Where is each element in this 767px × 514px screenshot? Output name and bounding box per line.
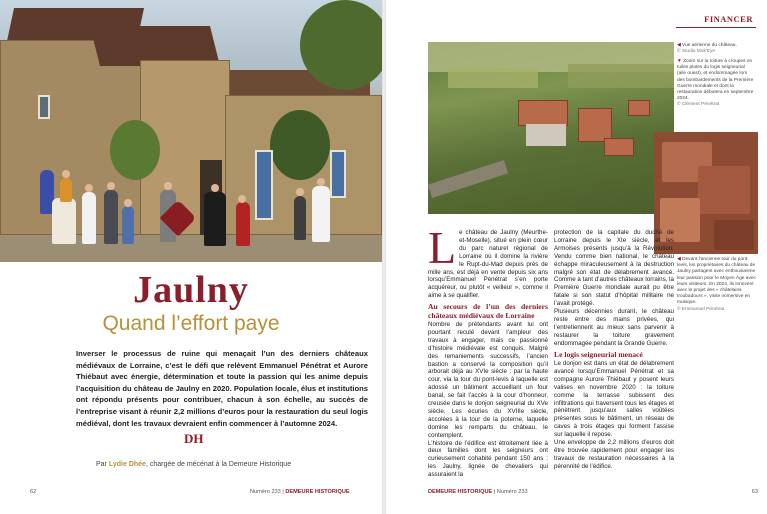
col1-paragraph-2: Nombre de prétendants avant lui ont pourtant reculé devant l’ampleur des travaux à engager, mais ce passionné d’histoire médiévale est conquis. Malgré des remaniements successifs, l’ancien bastion a conservé la composition qu’il arborait déjà au XVIe siècle : par la haute cour, via la tour du pont-levis à laquelle est adossé un bâtiment accueillant un four banal, se fait l’accès à la cour d’honneur, creusée dans le donjon seigneurial du XVe siècle. Les écuries du XVIIIe siècle, accolées à la tour de la poterne, laquelle domine les remparts du château, le contemplent.: [428, 320, 548, 439]
col1-paragraph-3: L’histoire de l’édifice est étroitement liée à deux familles dont les seigneurs ont curieusement cohabité pendant 150 ans : les Jaulny, lignée de chevaliers qui assuraient la: [428, 439, 548, 479]
col1-paragraph-1: e château de Jaulny (Meurthe-et-Moselle), situé en plein cœur du parc naturel régional de Lorraine où il domine la rivière le Rupt-du-Mad depuis près de mille ans, est déjà en vente depuis six ans lorsqu’Emmanuel Pénétrat s’en porte acquéreur, ou plutôt « veilleur », comme il aime à se qualifier.: [428, 229, 548, 300]
subheading-1: Au secours de l’un des derniers châteaux médiévaux de Lorraine: [428, 302, 548, 320]
caption-aerial-text: Vue aérienne du château.: [682, 43, 737, 48]
article-column-2: [554, 229, 674, 471]
section-rule: [676, 27, 756, 28]
page-number-left: 62: [30, 489, 37, 495]
caption-aerial-credit: © Studio Mok'Eye: [677, 49, 716, 55]
castle-courtyard-photo: [0, 0, 382, 262]
caption-zoom-text: Zoom sur la toiture à croupes en tuiles plates du logis seigneurial (aile ouest), et endommagée lors des bombardements de la Première Guerre mondiale et dont la restauration débutera en septembre 2024.: [677, 59, 754, 102]
issue-right: | Numéro 233: [493, 489, 528, 495]
caption-bridge-credit: © Emmanuel Pénétrat: [677, 306, 725, 312]
article-intro: Inverser le processus de ruine qui menaçait l’un des derniers châteaux médiévaux de Lorraine, c’est le défi que relèvent Emmanuel Pénétrat et Aurore Thiébaut avec énergie, détermination et toute la passion qui les anime depuis l’acquisition du château de Jaulny en 2020. Population locale, élus et institutions ont répondu présents pour contribuer, chacun à son échelle, au succès de l’entreprise visant à réunir 2,2 millions d’euros pour la restauration du seul logis médiéval, dont les travaux devraient enfin commencer à l’automne 2024.: [76, 349, 368, 428]
brand-right: DEMEURE HISTORIQUE: [428, 489, 493, 495]
author-name: Lydie Dhée: [108, 461, 146, 468]
col2-paragraph-2: Plusieurs décennies durant, le château reste entre des mains privées, qui l’entretiennent au mieux sans parvenir à restaurer la toiture gravement endommagée pendant la Grande Guerre.: [554, 308, 674, 347]
section-header: FINANCER: [704, 14, 753, 24]
subheading-2: Le logis seigneurial menacé: [554, 349, 643, 359]
caption-zoom: ▼ Zoom sur la toiture à croupes en tuiles plates du logis seigneurial (aile ouest), et endommagée lors des bombardements de la Première Guerre mondiale et dont la restauration débutera en septembre 2024. © Clément Pénétrat: [677, 59, 754, 108]
byline-prefix: Par: [96, 461, 107, 468]
left-page: [0, 0, 382, 514]
brand-left: DEMEURE HISTORIQUE: [285, 489, 350, 495]
caption-aerial: ◀ Vue aérienne du château. © Studio Mok'Eye: [677, 43, 737, 55]
article-column-1: [428, 222, 548, 479]
issue-left: Numéro 233 |: [250, 489, 284, 495]
caption-bridge-text: Devant l’ancienne tour du pont-levis, les propriétaires du château de Jaulny partagent avec enthousiasme leur passion pour le Moyen Âge avec leurs visiteurs. En 2024, ils innovent avec le projet des « châtelains troubadours », visite immersive en musique.: [677, 257, 756, 306]
col2-paragraph-1: protection de la capitale du duché de Lorraine depuis le XIe siècle, et les Armoises présents jusqu’à la Révolution. Vendu comme bien national, le château échappe miraculeusement à la destruction malgré son état de délabrement avancé. Comme à tant d’autres châteaux lorrains, la Première Guerre mondiale aurait pu être fatale si son statut d’hôpital militaire ne l’avait protégé.: [554, 229, 674, 308]
byline-role: , chargée de mécénat à la Demeure Historique: [145, 461, 292, 468]
article-title: Jaulny: [133, 269, 249, 311]
caption-bridge: ◀ Devant l’ancienne tour du pont-levis, les propriétaires du château de Jaulny partagent avec enthousiasme leur passion pour le Moyen Âge avec leurs visiteurs. En 2024, ils innovent avec le projet des « châtelains troubadours », visite immersive en musique. © Emmanuel Pénétrat: [677, 257, 756, 312]
col2-paragraph-3: Le donjon est dans un état de délabrement avancé lorsqu’Emmanuel Pénétrat et sa compagne Aurore Thiébaut y posent leurs valises en novembre 2020 : la toiture comme la terrasse subissent des infiltrations qui traversent tous les étages et pénètrent jusqu’aux salles voûtées présentes sous le bâtiment, un réseau de caves à trois étages qui forment l’assise sur laquelle il repose.: [554, 360, 674, 439]
caption-zoom-credit: © Clément Pénétrat: [677, 102, 720, 108]
dh-logo: DH: [184, 431, 204, 446]
col2-paragraph-4: Une enveloppe de 2,2 millions d’euros doit être trouvée rapidement pour engager les travaux de restauration nécessaires à la pérennité de l’édifice.: [554, 439, 674, 470]
aerial-photo: [428, 42, 674, 214]
right-page: [386, 0, 767, 514]
right-footer: [428, 489, 758, 495]
page-number-right: 63: [751, 489, 758, 495]
drop-cap: L: [428, 222, 457, 273]
article-subtitle: Quand l’effort paye: [102, 312, 280, 335]
byline: [96, 461, 291, 468]
